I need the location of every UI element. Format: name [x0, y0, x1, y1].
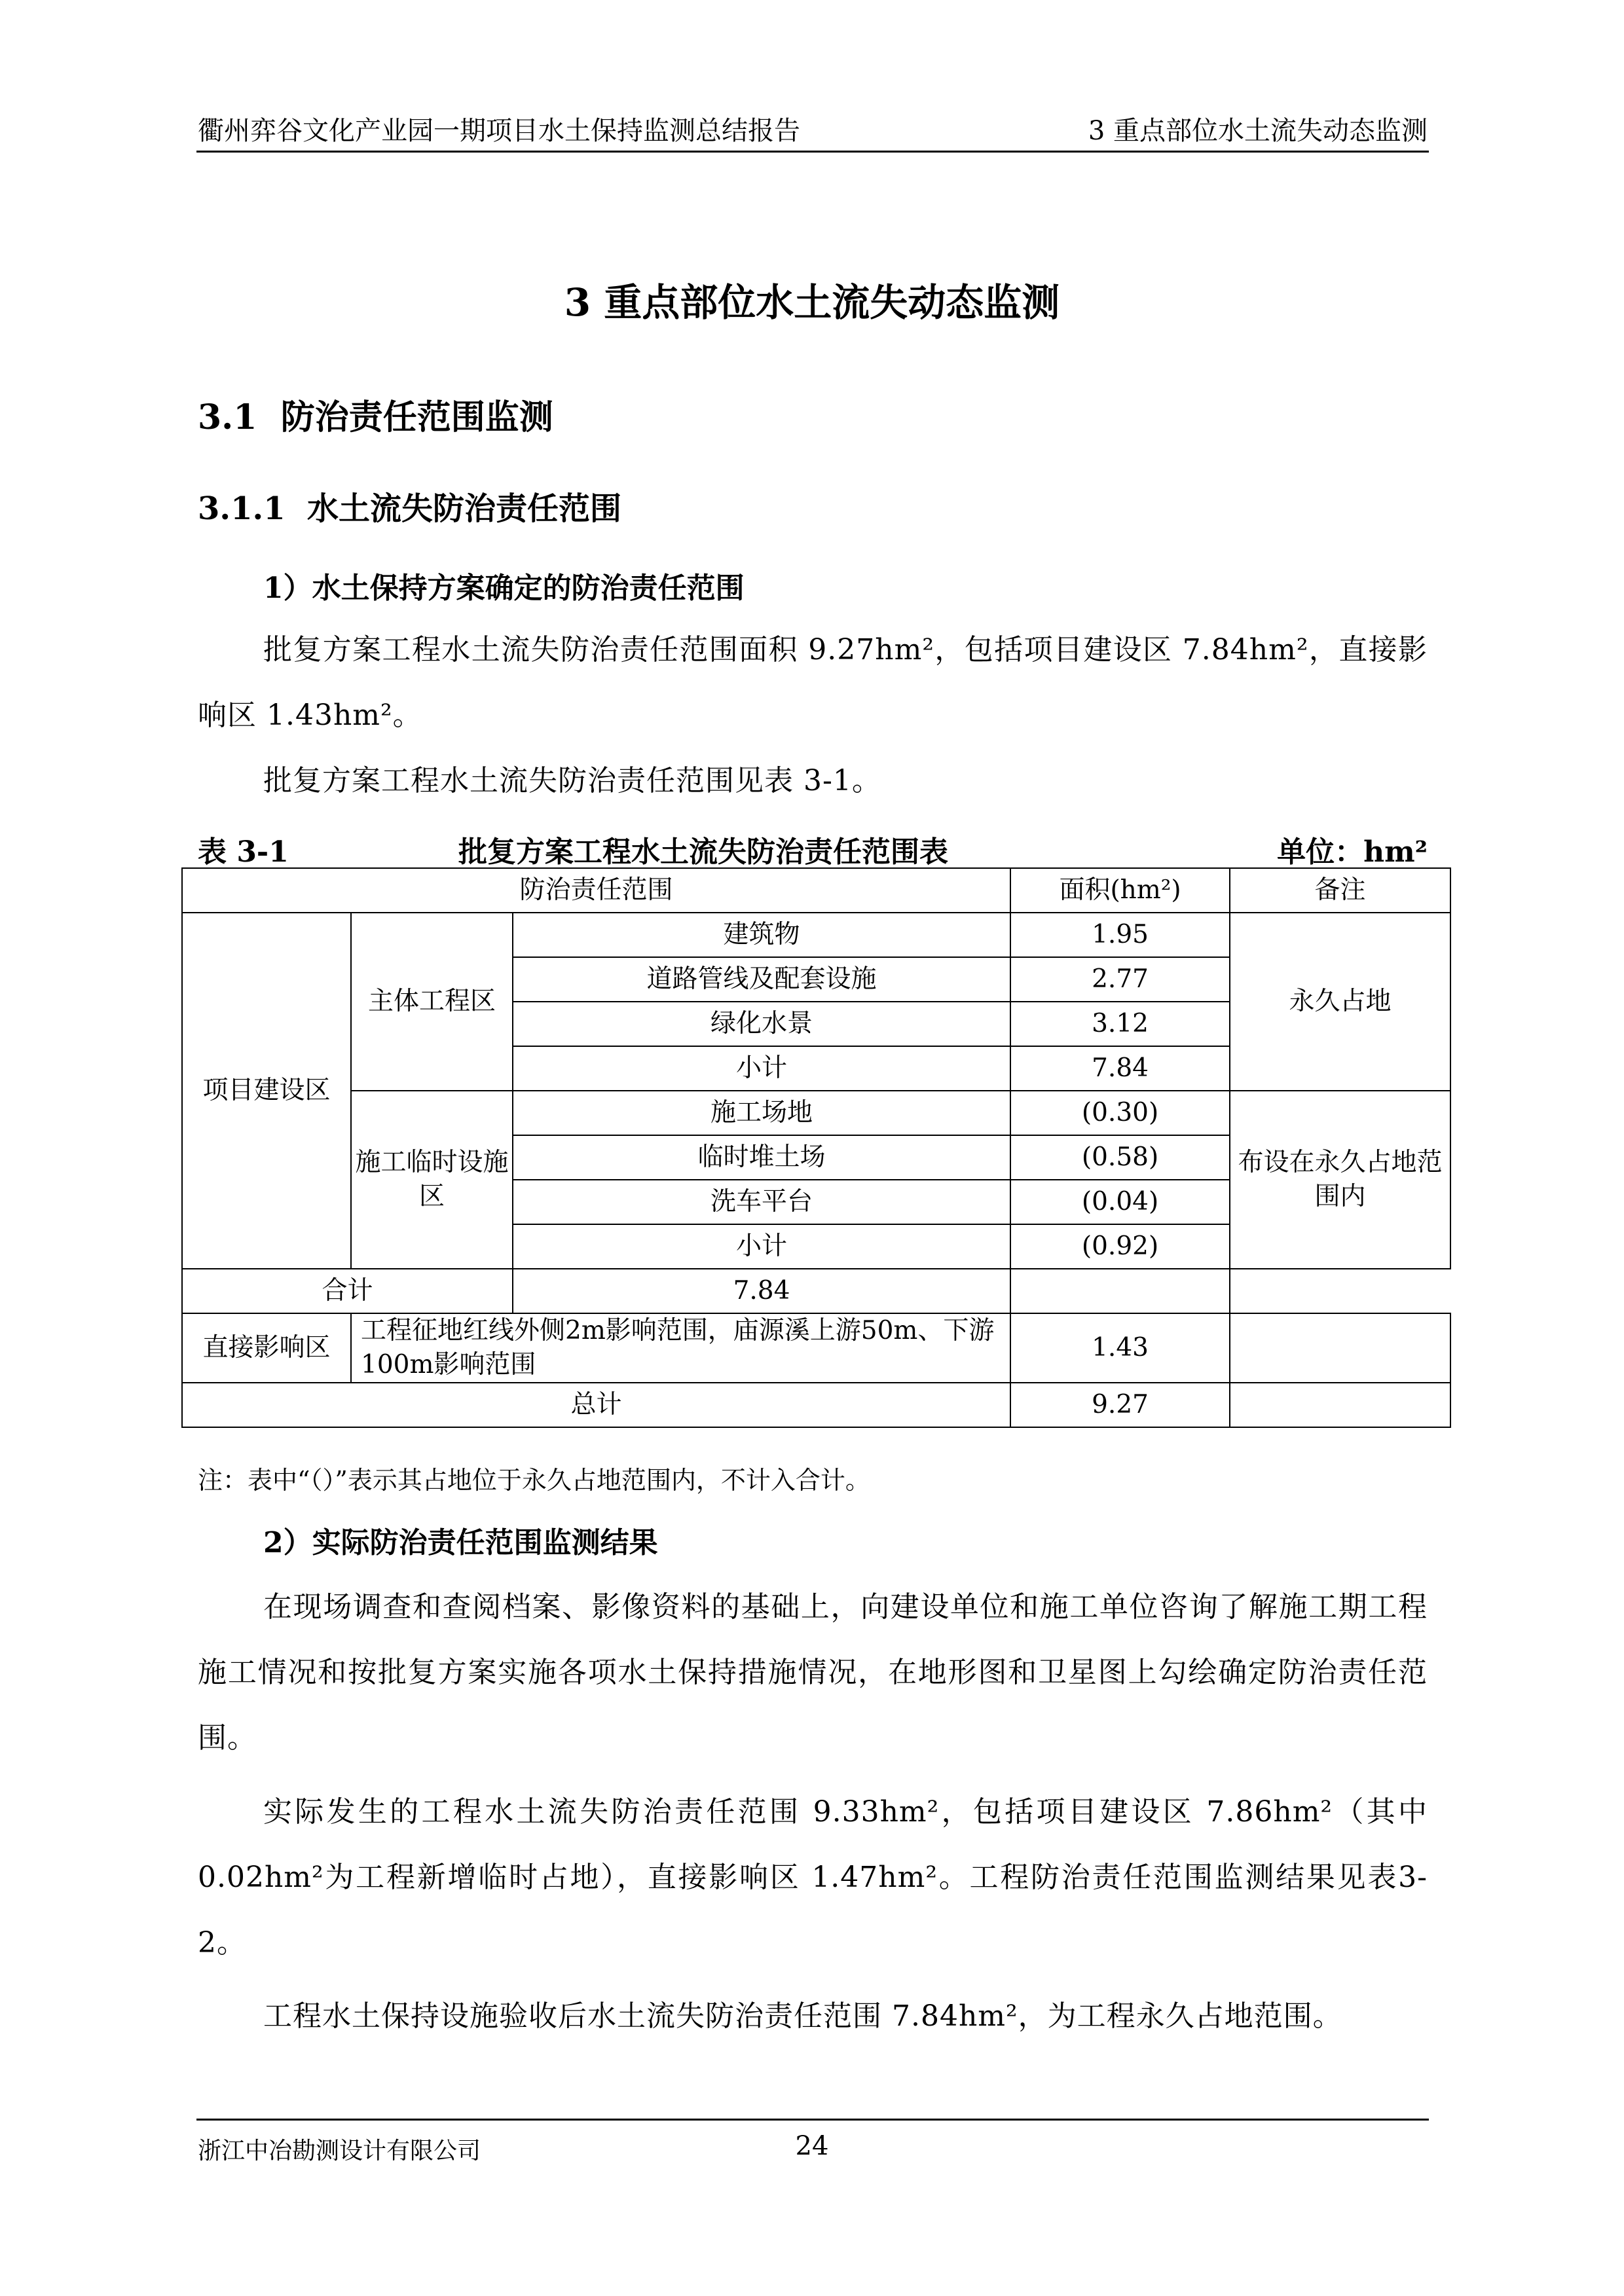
subsection-heading: [198, 483, 621, 528]
responsibility-scope-table: [181, 867, 1451, 1428]
item2-heading: 2）实际防治责任范围监测结果: [263, 1526, 658, 1559]
header-left: 衢州弈谷文化产业园一期项目水土保持监测总结报告: [198, 116, 800, 146]
cell-project-area: 项目建设区: [182, 913, 351, 1269]
cell-item-name: 小计: [513, 1046, 1010, 1091]
cell-item-value: (0.58): [1010, 1135, 1230, 1180]
item1-paragraph-1: 批复方案工程水土流失防治责任范围面积 9.27hm²，包括项目建设区 7.84hm²，直接影响区 1.43hm²。: [198, 633, 1428, 732]
chapter-title: 3 重点部位水土流失动态监测: [564, 280, 1060, 325]
cell-item-value: 7.84: [1010, 1046, 1230, 1091]
cell-direct-value: 1.43: [1010, 1313, 1230, 1383]
cell-temp-group: 施工临时设施区: [351, 1091, 513, 1269]
cell-direct-desc: 工程征地红线外侧2m影响范围，庙源溪上游50m、下游100m影响范围: [351, 1313, 1010, 1383]
cell-item-value: (0.30): [1010, 1091, 1230, 1135]
item2-paragraph-3: 工程水土保持设施验收后水土流失防治责任范围 7.84hm²，为工程永久占地范围。: [263, 1999, 1342, 2033]
cell-main-note: 永久占地: [1230, 913, 1450, 1091]
cell-direct-label: 直接影响区: [182, 1313, 351, 1383]
header-rule: [196, 151, 1429, 153]
table-caption-number: 表 3-1: [198, 835, 289, 869]
table-row-total: [182, 1383, 1450, 1427]
section-title: 防治责任范围监测: [280, 397, 553, 437]
cell-sum-label: 合计: [182, 1269, 513, 1313]
table-header-row: [182, 868, 1450, 913]
cell-temp-note: 布设在永久占地范围内: [1230, 1091, 1450, 1269]
section-heading: [198, 390, 553, 439]
cell-item-value: 1.95: [1010, 913, 1230, 957]
cell-item-name: 施工场地: [513, 1091, 1010, 1135]
table-row: [182, 1091, 1450, 1135]
subsection-title: 水土流失防治责任范围: [307, 490, 622, 527]
cell-total-note: [1230, 1383, 1450, 1427]
cell-item-value: (0.92): [1010, 1224, 1230, 1269]
table-row-direct: [182, 1313, 1450, 1383]
item1-heading: 1）水土保持方案确定的防治责任范围: [263, 572, 745, 605]
footer-rule: [196, 2119, 1429, 2121]
table-row: [182, 913, 1450, 957]
cell-item-value: 3.12: [1010, 1002, 1230, 1046]
item1-paragraph-2: 批复方案工程水土流失防治责任范围见表 3-1。: [263, 764, 881, 797]
table-row-sum: [182, 1269, 1450, 1313]
cell-item-name: 临时堆土场: [513, 1135, 1010, 1180]
header-scope: 防治责任范围: [182, 868, 1010, 913]
footer-company: 浙江中冶勘测设计有限公司: [198, 2138, 481, 2164]
cell-direct-note: [1230, 1313, 1450, 1383]
table-unit: 单位：hm²: [1277, 835, 1428, 869]
item2-paragraph-2: 实际发生的工程水土流失防治责任范围 9.33hm²，包括项目建设区 7.86hm²（其中0.02hm²为工程新增临时占地），直接影响区 1.47hm²。工程防治责任范围监测结果见表3-2。: [198, 1795, 1428, 1959]
page-number: 24: [795, 2131, 829, 2161]
header-note: 备注: [1230, 868, 1450, 913]
subsection-number: 3.1.1: [198, 490, 286, 527]
cell-item-name: 绿化水景: [513, 1002, 1010, 1046]
cell-item-name: 建筑物: [513, 913, 1010, 957]
cell-main-group: 主体工程区: [351, 913, 513, 1091]
cell-item-value: 2.77: [1010, 957, 1230, 1002]
cell-item-name: 道路管线及配套设施: [513, 957, 1010, 1002]
cell-sum-value: 7.84: [513, 1269, 1010, 1313]
header-right: 3 重点部位水土流失动态监测: [1088, 116, 1428, 146]
cell-sum-note: [1010, 1269, 1230, 1313]
table-note: 注：表中“（）”表示其占地位于永久占地范围内，不计入合计。: [198, 1466, 870, 1495]
header-area: 面积(hm²): [1010, 868, 1230, 913]
item2-paragraph-1: 在现场调查和查阅档案、影像资料的基础上，向建设单位和施工单位咨询了解施工期工程施工情况和按批复方案实施各项水土保持措施情况，在地形图和卫星图上勾绘确定防治责任范围。: [198, 1590, 1428, 1755]
cell-item-name: 小计: [513, 1224, 1010, 1269]
table-caption-title: 批复方案工程水土流失防治责任范围表: [458, 835, 948, 869]
cell-total-label: 总计: [182, 1383, 1010, 1427]
cell-item-name: 洗车平台: [513, 1180, 1010, 1224]
cell-item-value: (0.04): [1010, 1180, 1230, 1224]
cell-total-value: 9.27: [1010, 1383, 1230, 1427]
section-number: 3.1: [198, 397, 257, 437]
